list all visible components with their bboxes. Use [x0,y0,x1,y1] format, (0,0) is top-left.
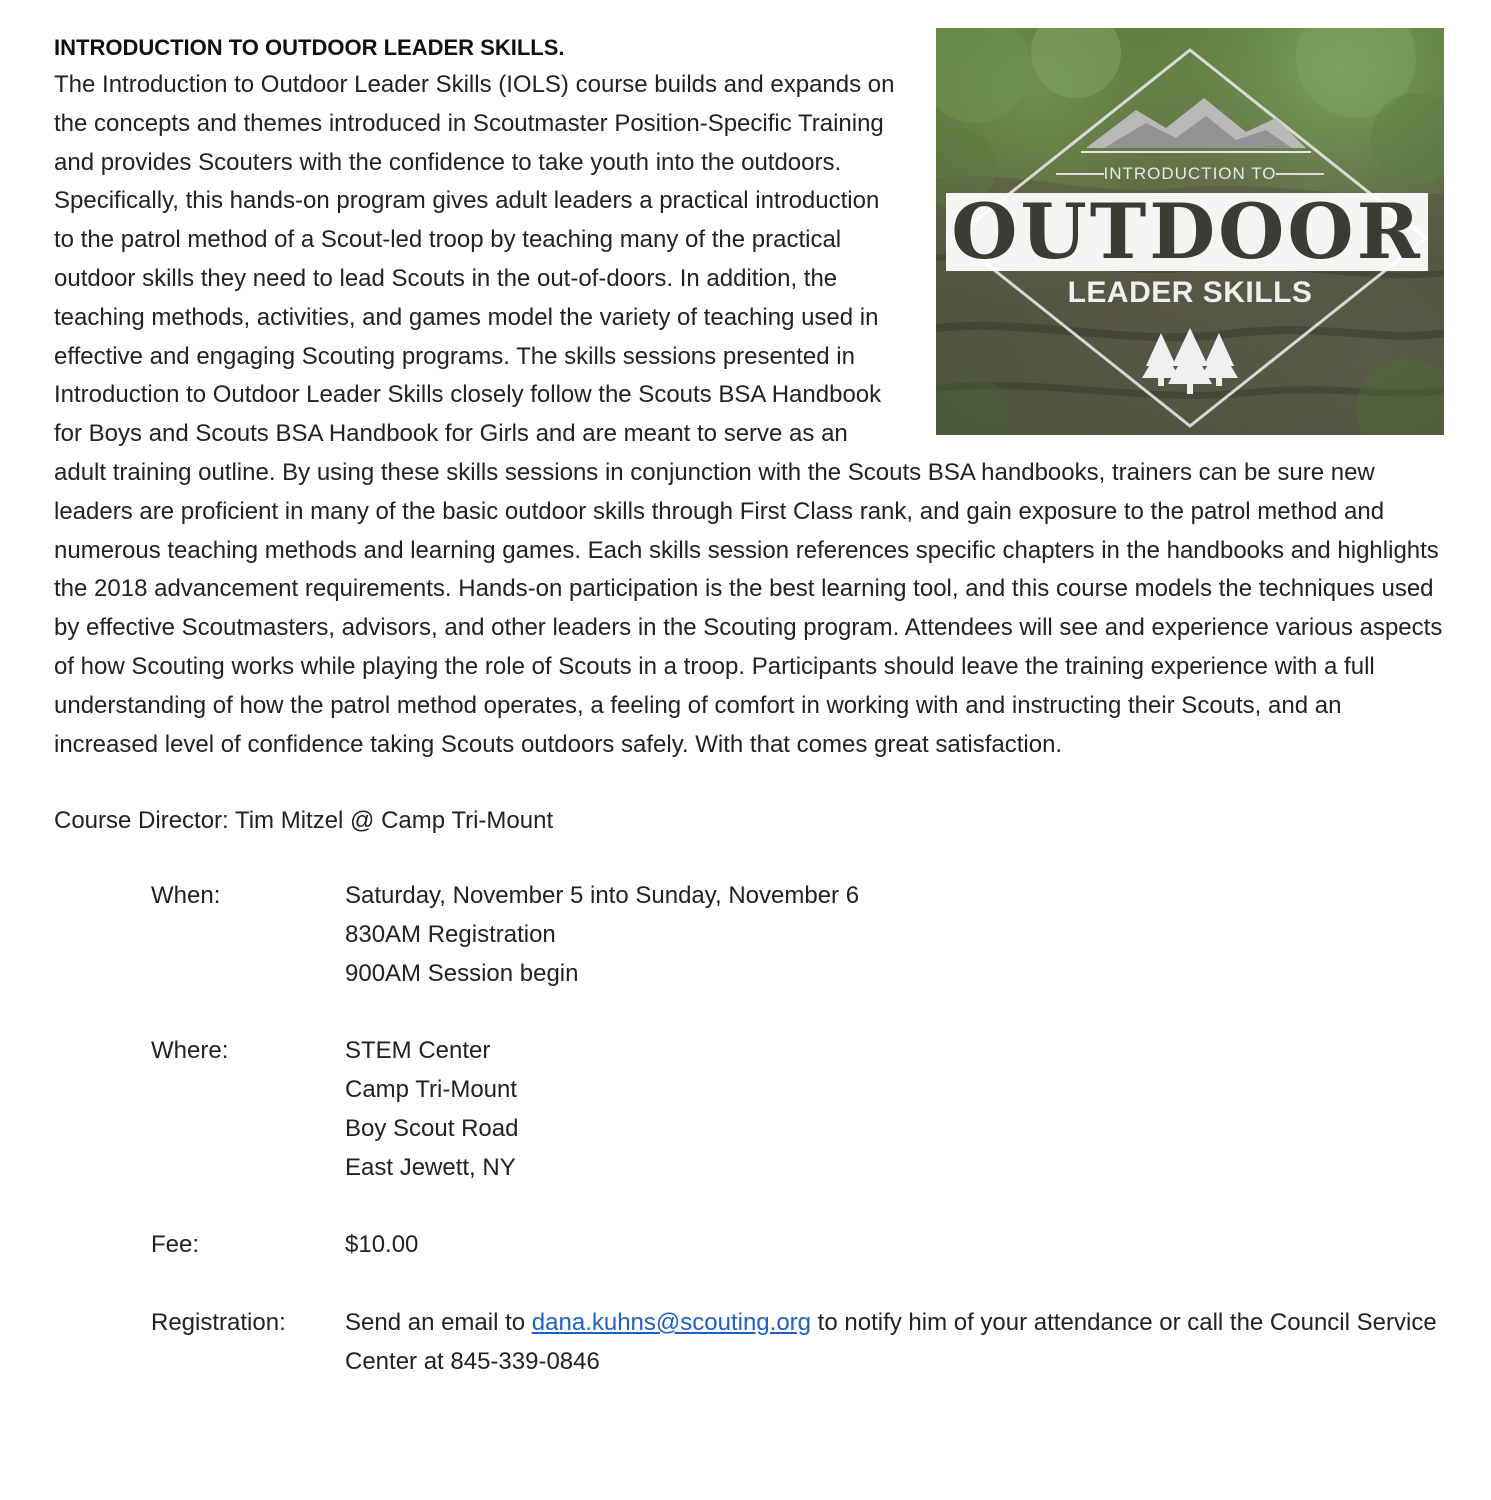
registration-text-after: to notify him of your attendance or call the Council Service Center at 845-339-0846 [345,1308,1437,1375]
email-link[interactable]: dana.kuhns@scouting.org [531,1308,812,1336]
logo-headline: OUTDOOR [951,187,1423,276]
where-town: East Jewett, NY [345,1153,516,1181]
registration-label: Registration: [151,1308,286,1336]
logo-headline-band [946,187,1428,276]
fee-row [151,1226,1444,1265]
when-date: Saturday, November 5 into Sunday, November 6 [345,882,860,910]
logo-intro-text: INTRODUCTION TO [1103,164,1277,183]
where-label: Where: [151,1037,229,1065]
where-venue: STEM Center [345,1037,491,1065]
where-road: Boy Scout Road [345,1114,519,1142]
fee-value: $10.00 [345,1231,419,1259]
where-value [345,1032,1444,1187]
when-value [345,877,1444,993]
course-logo-image [936,28,1444,435]
when-session-time: 900AM Session begin [345,959,579,987]
where-camp: Camp Tri-Mount [345,1076,518,1104]
course-director: Course Director: Tim Mitzel @ Camp Tri-Mount [54,807,554,835]
fee-label: Fee: [151,1231,200,1259]
registration-value [345,1304,1444,1382]
event-details [151,877,1444,1381]
when-registration-time: 830AM Registration [345,920,556,948]
registration-row [151,1304,1444,1382]
when-row [151,877,1444,993]
when-label: When: [151,882,221,910]
document-page [54,30,1444,1420]
course-description: The Introduction to Outdoor Leader Skills (IOLS) course builds and expands on the concepts and themes introduced in Scoutmaster Position-Specific Training and provides Scouters with the confidence to take youth into the outdoors. Specifically, this hands-on program gives adult leaders a practical introduction to the patrol method of a Scout-led troop by teaching many of the practical outdoor skills they need to lead Scouts in the out-of-doors. In addition, the teaching methods, activities, and games model the variety of teaching used in effective and engaging Scouting programs. The skills sessions presented in Introduction to Outdoor Leader Skills closely follow the Scouts BSA Handbook for Boys and Scouts BSA Handbook for Girls and are meant to serve as an adult training outline. By using these skills sessions in conjunction with the Scouts BSA handbooks, trainers can be sure new leaders are proficient in many of the basic outdoor skills through First Class rank, and gain exposure to the patrol method and numerous teaching methods and learning games. Each skills session references specific chapters in the handbooks and highlights the 2018 advancement requirements. Hands-on participation is the best learning tool, and this course models the techniques used by effective Scoutmasters, advisors, and other leaders in the Scouting program. Attendees will see and experience various aspects of how Scouting works while playing the role of Scouts in a troop. Participants should leave the training experience with a full understanding of how the patrol method operates, a feeling of comfort in working with and instructing their Scouts, and an increased level of confidence taking Scouts outdoors safely. With that comes great satisfaction. [54,71,1443,758]
where-row [151,1032,1444,1187]
page-title: INTRODUCTION TO OUTDOOR LEADER SKILLS. [54,35,565,60]
registration-text-before: Send an email to [345,1308,532,1336]
logo-subline: LEADER SKILLS [1067,276,1313,309]
